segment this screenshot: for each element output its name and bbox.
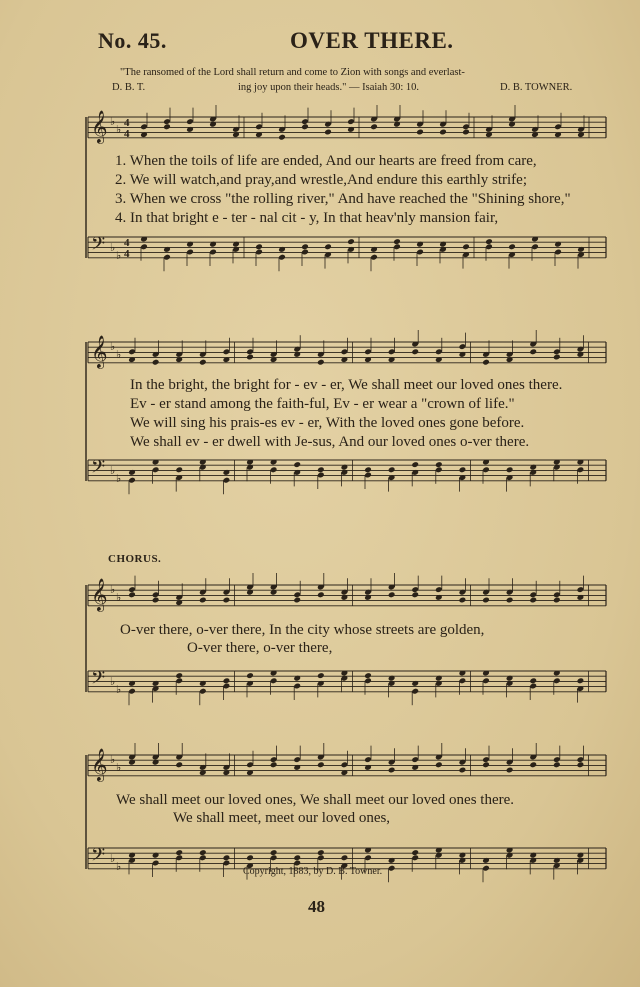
note-head (246, 854, 254, 861)
note-head (301, 123, 309, 130)
time-signature: 4 (124, 248, 130, 260)
flat-icon: ♭ (116, 124, 122, 136)
note-head (388, 767, 396, 774)
note-head (439, 129, 447, 136)
note-head (324, 243, 332, 250)
chorus-line-2-bass: We shall meet, meet our loved ones, (173, 810, 391, 826)
time-signature: 4 (124, 117, 130, 129)
chorus-line-1-treble: O-ver there, o-ver there, In the city whose streets are golden, (120, 622, 485, 638)
note-head (175, 849, 183, 856)
note-head (393, 238, 401, 245)
note-head (435, 761, 443, 768)
time-signature: 4 (124, 237, 130, 249)
epigraph-line-1: "The ransomed of the Lord shall return and come to Zion with songs and everlast- (120, 67, 465, 78)
chorus-label: CHORUS. (108, 553, 162, 565)
note-head (175, 761, 183, 768)
note-head (529, 677, 537, 684)
chorus-line-1-bass: O-ver there, o-ver there, (187, 640, 333, 656)
flat-icon: ♭ (110, 676, 116, 688)
note-head (246, 354, 254, 361)
time-signature: 4 (124, 128, 130, 140)
note-head (506, 466, 514, 473)
note-head (317, 591, 325, 598)
note-head (506, 597, 514, 604)
note-head (128, 591, 136, 598)
note-head (223, 854, 231, 861)
verse-2-line-a: 2. We will watch,and pray,and wrestle,And endure this earthly strife; (115, 172, 528, 188)
note-head (411, 461, 419, 468)
note-head (199, 359, 207, 366)
note-head (459, 767, 467, 774)
note-head (553, 354, 561, 361)
note-head (152, 359, 160, 366)
treble-clef-icon: 𝄞 (91, 748, 108, 781)
music-credit: D. B. TOWNER. (500, 82, 573, 93)
flat-icon: ♭ (110, 853, 116, 865)
flat-icon: ♭ (116, 762, 122, 774)
epigraph-line-2: ing joy upon their heads." — Isaiah 30: 10. (238, 82, 420, 93)
note-head (341, 854, 349, 861)
note-head (577, 677, 585, 684)
verse-4-line-a: 4. In that bright e - ter - nal cit - y, In that heav'nly mansion fair, (115, 210, 499, 226)
words-credit: D. B. T. (112, 82, 146, 93)
note-head (462, 243, 470, 250)
verse-3-line-b: We will sing his prais-es ev - er, With the loved ones gone before. (130, 415, 525, 431)
note-head (370, 123, 378, 130)
note-head (175, 466, 183, 473)
flat-icon: ♭ (116, 349, 122, 361)
verse-1-line-b: In the bright, the bright for - ev - er, We shall meet our loved ones there. (130, 377, 563, 393)
flat-icon: ♭ (110, 116, 116, 128)
note-head (388, 591, 396, 598)
treble-clef-icon: 𝄞 (91, 578, 108, 611)
note-head (223, 597, 231, 604)
bass-clef-icon: 𝄢 (91, 457, 106, 482)
note-head (411, 591, 419, 598)
flat-icon: ♭ (116, 592, 122, 604)
flat-icon: ♭ (110, 242, 116, 254)
note-head (246, 672, 254, 679)
note-head (506, 767, 514, 774)
note-head (482, 359, 490, 366)
verse-4-line-b: We shall ev - er dwell with Je-sus, And our loved ones o-ver there. (130, 434, 530, 450)
note-head (462, 129, 470, 136)
note-head (270, 849, 278, 856)
page-number: 48 (308, 897, 325, 916)
bass-clef-icon: 𝄢 (91, 845, 106, 870)
note-head (364, 672, 372, 679)
note-head (388, 466, 396, 473)
note-head (577, 761, 585, 768)
flat-icon: ♭ (116, 684, 122, 696)
note-head (278, 134, 286, 141)
treble-clef-icon: 𝄞 (91, 335, 108, 368)
note-head (270, 761, 278, 768)
note-head (459, 466, 467, 473)
hymn-number: No. 45. (98, 28, 167, 53)
note-head (508, 243, 516, 250)
flat-icon: ♭ (110, 465, 116, 477)
note-head (293, 597, 301, 604)
note-head (163, 123, 171, 130)
verse-3-line-a: 3. When we cross "the rolling river," And have reached the "Shining shore," (115, 191, 571, 207)
note-head (529, 597, 537, 604)
note-head (482, 761, 490, 768)
verse-1-line-a: 1. When the toils of life are ended, And our hearts are freed from care, (115, 153, 537, 169)
note-head (175, 672, 183, 679)
note-head (317, 359, 325, 366)
verse-2-line-b: Ev - er stand among the faith-ful, Ev - er wear a "crown of life." (130, 396, 515, 412)
note-head (293, 461, 301, 468)
flat-icon: ♭ (116, 861, 122, 873)
note-head (317, 849, 325, 856)
note-head (364, 466, 372, 473)
note-head (485, 238, 493, 245)
note-head (347, 238, 355, 245)
bass-clef-icon: 𝄢 (91, 668, 106, 693)
note-head (199, 849, 207, 856)
treble-clef-icon: 𝄞 (91, 110, 108, 143)
note-head (416, 129, 424, 136)
bass-clef-icon: 𝄢 (91, 234, 106, 259)
copyright-notice: Copyright, 1883, by D. B. Towner. (243, 866, 383, 877)
flat-icon: ♭ (110, 341, 116, 353)
note-head (255, 243, 263, 250)
note-head (553, 761, 561, 768)
note-head (223, 677, 231, 684)
flat-icon: ♭ (110, 754, 116, 766)
note-head (411, 348, 419, 355)
note-head (301, 243, 309, 250)
note-head (317, 466, 325, 473)
note-head (411, 849, 419, 856)
flat-icon: ♭ (116, 250, 122, 262)
note-head (459, 597, 467, 604)
note-head (317, 761, 325, 768)
note-head (529, 761, 537, 768)
note-head (293, 854, 301, 861)
flat-icon: ♭ (116, 473, 122, 485)
note-head (199, 597, 207, 604)
flat-icon: ♭ (110, 584, 116, 596)
note-head (482, 597, 490, 604)
note-head (317, 672, 325, 679)
note-head (324, 129, 332, 136)
note-head (152, 597, 160, 604)
note-head (435, 461, 443, 468)
chorus-line-2-treble: We shall meet our loved ones, We shall meet our loved ones there. (116, 792, 515, 808)
note-head (553, 597, 561, 604)
note-head (529, 348, 537, 355)
hymn-title: OVER THERE. (290, 28, 454, 53)
